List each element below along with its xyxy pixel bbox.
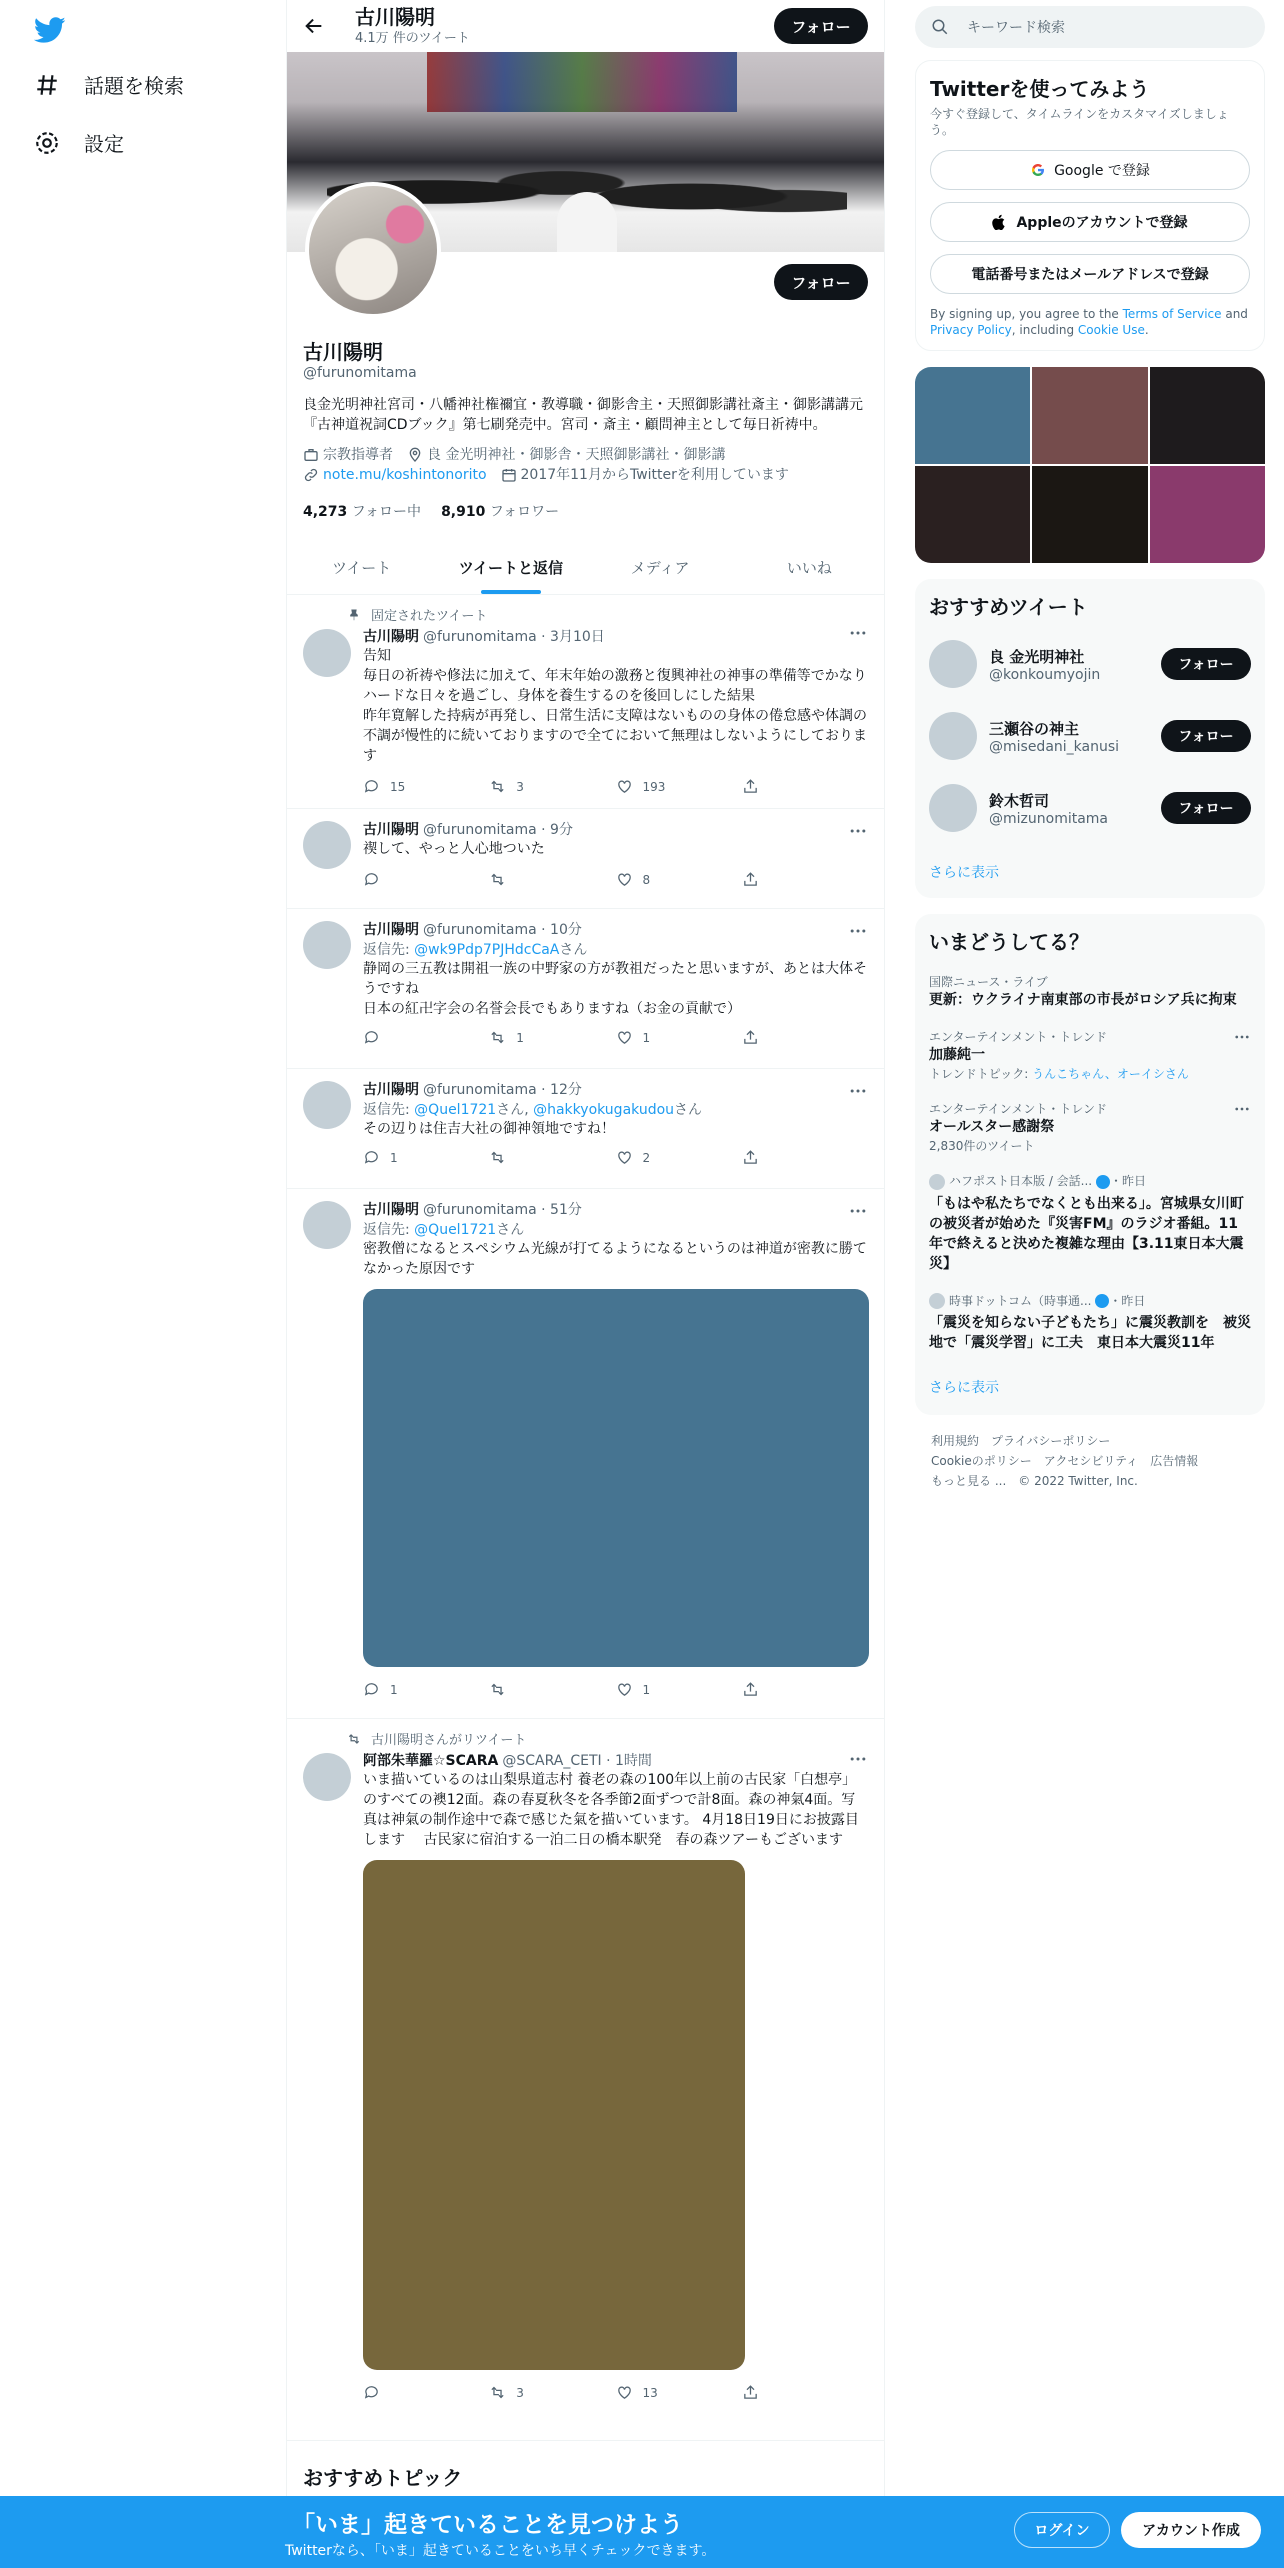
tweet-author[interactable]: 古川陽明 [363,1082,419,1098]
google-icon [1030,162,1046,178]
terms-link[interactable]: Terms of Service [1122,307,1222,321]
news-item[interactable]: ハフポスト日本版 / 会話... ・昨日 「もはや私たちでなくとも出来る」。宮城県女川町の被災者が始めた『災害FM』のラジオ番組。11年で終えると決めた複雑な理由【3.11東日本大震災】 [929,1174,1244,1272]
reply-icon [363,1029,380,1046]
media-grid [915,367,1265,563]
tweet-handle[interactable]: @furunomitama · 12分 [423,1082,582,1098]
tweet-actions [363,778,868,795]
tweet-item[interactable] [287,909,884,1069]
privacy-link[interactable]: Privacy Policy [930,323,1012,337]
tweet-avatar[interactable] [303,629,351,677]
share-icon [742,1149,759,1166]
reply-button[interactable] [363,871,489,888]
reply-button[interactable]: 15 [363,778,489,795]
like-button[interactable]: 1 [616,1681,742,1698]
recommended-user[interactable]: 鈴木哲司 @mizunomitama フォロー [929,784,1251,832]
retweet-icon [347,1732,361,1746]
tweet-author[interactable]: 古川陽明 [363,822,419,838]
follow-button[interactable]: フォロー [1161,648,1251,680]
heart-icon [616,2384,633,2401]
show-more-link[interactable]: さらに表示 [929,1380,999,1396]
tweet-text: いま描いているのは山梨県道志村 養老の森の100年以上前の古民家「白想亭」のすべての襖12面。森の春夏秋冬を各季節2面ずつで計8面。森の神氣4面。写真は神氣の制作途中で森で感じた氣を描いています。 4月18日19日にお披露目します 古民家に宿泊する一泊二日の橋本駅発 春の森ツアーもございます [363,1772,859,1848]
tweet-media[interactable] [363,1860,745,2370]
reply-icon [363,2384,380,2401]
tweet-pinned[interactable] [287,595,884,809]
search-input[interactable]: キーワード検索 [967,20,1065,36]
share-button[interactable] [742,871,868,888]
following-link[interactable]: 4,273 フォロー中 [303,504,422,520]
avatar[interactable] [929,640,977,688]
retweet-button[interactable]: 3 [489,778,615,795]
reply-button[interactable]: 1 [363,1681,489,1698]
tweet-actions [363,1149,868,1166]
reply-to-link[interactable]: @wk9Pdp7PJHdcCaA [414,942,560,958]
like-button[interactable]: 2 [616,1149,742,1166]
tweet-item[interactable] [287,1189,884,1719]
signup-card [915,60,1265,351]
retweet-button[interactable] [489,871,615,888]
trends-card [915,914,1265,1415]
link-icon [303,467,319,483]
recommended-title: おすすめツイート [929,595,1088,619]
tweet-handle[interactable]: @furunomitama · 3月10日 [423,629,605,645]
retweet-button[interactable] [489,1681,615,1698]
media-thumb[interactable] [915,466,1030,563]
share-button[interactable] [742,778,868,795]
retweet-icon [489,2384,506,2401]
heart-icon [616,1681,633,1698]
tweet-item[interactable] [287,809,884,909]
share-icon [742,871,759,888]
profile-header [287,0,884,52]
profile-joined: 2017年11月からTwitterを利用しています [501,465,789,485]
footer-link[interactable]: プライバシーポリシー [991,1434,1111,1448]
retweet-icon [489,778,506,795]
search-box[interactable] [915,6,1265,48]
media-thumb[interactable] [1032,367,1147,464]
reply-icon [363,778,380,795]
media-thumb[interactable] [1150,466,1265,563]
avatar[interactable] [929,784,977,832]
share-button[interactable] [742,1029,868,1046]
retweet-icon [489,1681,506,1698]
google-signup-button[interactable]: Google で登録 [930,150,1250,190]
bottom-signup-bar [0,2496,1284,2568]
trend-item[interactable]: エンターテインメント・トレンド オールスター感謝祭 2,830件のツイート [929,1100,1251,1154]
reply-button[interactable] [363,1029,489,1046]
tweet-handle[interactable]: @SCARA_CETI · 1時間 [502,1753,652,1769]
tweet-actions [363,1029,868,1046]
tweet-text: 密教僧になるとスペシウム光線が打てるようになるというのは神道が密教に勝てなかった原因です [363,1241,867,1277]
profile-follow-button[interactable]: フォロー [774,264,868,300]
trend-item[interactable]: エンターテインメント・トレンド 加藤純一 トレンドトピック: うんこちゃん、オーイシさん [929,1028,1251,1082]
trend-item[interactable]: 国際ニュース・ライブ 更新：ウクライナ南東部の市長がロシア兵に拘束 [929,975,1237,1008]
share-button[interactable] [742,1681,868,1698]
recommended-accounts [915,579,1265,898]
footer-link[interactable]: アクセシビリティ [1043,1454,1139,1468]
like-button[interactable]: 13 [616,2384,742,2401]
reply-to: 返信先: @Quel1721さん, @hakkyokugakudouさん [363,1102,703,1118]
nav-explore[interactable] [34,70,184,99]
retweet-icon [489,1029,506,1046]
tweet-context: 古川陽明さんがリツイート [347,1729,868,1748]
reply-icon [363,871,380,888]
tweet-text: その辺りは住吉大社の御神領地ですね！ [363,1121,615,1137]
footer-link[interactable]: もっと見る ... [931,1474,1007,1488]
footer-link[interactable]: 利用規約 [931,1434,980,1448]
reply-button[interactable]: 1 [363,1149,489,1166]
tweet-avatar[interactable] [303,1081,351,1129]
bottom-bar-subtitle: Twitterなら、「いま」起きていることをいち早くチェックできます。 [285,2543,716,2559]
reply-to-link[interactable]: @Quel1721 [414,1102,497,1118]
header-follow-button[interactable]: フォロー [774,8,868,44]
reply-to: 返信先: @Quel1721さん [363,1222,525,1238]
profile-category: 宗教指導者 [303,445,393,465]
verified-badge-icon [1096,1175,1110,1189]
reply-to: 返信先: @wk9Pdp7PJHdcCaAさん [363,942,588,958]
more-options-icon[interactable] [1233,1028,1251,1046]
retweet-button[interactable]: 1 [489,1029,615,1046]
reply-button[interactable] [363,2384,489,2401]
share-icon [742,778,759,795]
retweet-button[interactable]: 3 [489,2384,615,2401]
more-options-icon[interactable] [848,1081,868,1101]
tweet-avatar[interactable] [303,921,351,969]
share-icon [742,1029,759,1046]
reply-icon [363,1149,380,1166]
heart-icon [616,1029,633,1046]
tweet-text: 告知 毎日の祈祷や修法に加えて、年末年始の激務と復興神社の神事の準備等でかなりハードな日々を過ごし、身体を養生するのを後回しにした結果 昨年寛解した持病が再発し、日常生活に支障はないものの身体の倦怠感や体調の不調が慢性的に続いておりますので全てにおいて無理はしないようにしております [363,648,867,764]
signup-subtitle: 今すぐ登録して、タイムラインをカスタマイズしましょう。 [930,107,1229,137]
trend-topic-link[interactable]: うんこちゃん、オーイシさん [1032,1067,1189,1081]
like-button[interactable]: 8 [616,871,742,888]
twitter-logo-icon[interactable] [34,14,66,46]
news-item[interactable]: 時事ドットコム（時事通... ・昨日 「震災を知らない子どもたち」に震災教訓を 被災地で「震災学習」に工夫 東日本大震災11年 [929,1293,1251,1351]
share-button[interactable] [742,1149,868,1166]
search-icon [931,18,949,36]
briefcase-icon [303,447,319,463]
share-icon [742,2384,759,2401]
media-thumb[interactable] [1150,367,1265,464]
followers-link[interactable]: 8,910 フォロワー [441,504,560,520]
profile-location: 良 金光明神社・御影舎・天照御影講社・御影講 [407,445,725,465]
follow-counts [303,501,868,521]
retweet-icon [489,1149,506,1166]
tweet-actions [363,2384,868,2401]
more-options-icon[interactable] [848,1201,868,1221]
tab-tweets[interactable]: ツイート [331,559,392,577]
show-more-link[interactable]: さらに表示 [929,865,999,881]
tweet-avatar[interactable] [303,821,351,869]
hashtag-icon [34,72,60,98]
recommended-topics-heading: おすすめトピック [303,2466,463,2490]
signup-title: Twitterを使ってみよう [930,77,1150,101]
share-button[interactable] [742,2384,868,2401]
right-sidebar [915,0,1265,1491]
reply-to-link[interactable]: @Quel1721 [414,1222,497,1238]
follow-button[interactable]: フォロー [1161,792,1251,824]
profile-tabs [287,541,884,595]
recommended-user[interactable]: 良 金光明神社 @konkoumyojin フォロー [929,640,1251,688]
more-options-icon[interactable] [1233,1100,1251,1118]
verified-badge-icon [1095,1294,1109,1308]
nav-settings-label: 設定 [84,132,124,156]
tweet-handle[interactable]: @furunomitama · 9分 [423,822,573,838]
heart-icon [616,1149,633,1166]
trends-title: いまどうしてる？ [929,930,1089,954]
tweet-avatar[interactable] [303,1201,351,1249]
nav-explore-label: 話題を検索 [84,74,184,98]
apple-icon [992,214,1008,230]
bottom-bar-title: 「いま」起きていることを見つけよう [292,2512,683,2538]
header-name: 古川陽明 [355,4,435,29]
heart-icon [616,778,633,795]
news-source-avatar [929,1174,945,1190]
calendar-icon [501,467,517,483]
reply-icon [363,1681,380,1698]
profile-bio: 良金光明神社宮司・八幡神社権禰宜・教導職・御影舎主・天照御影講社斎主・御影講講元『古神道祝詞CDブック』第七刷発売中。宮司・斎主・顧問神主として毎日祈祷中。 [303,397,863,433]
tweet-item[interactable] [287,1069,884,1189]
tab-likes[interactable]: いいね [786,559,832,577]
retweet-icon [489,871,506,888]
profile-meta [303,445,868,485]
tweet-retweeted[interactable] [287,1719,884,2441]
heart-icon [616,871,633,888]
tweet-media[interactable] [363,1289,869,1667]
tweet-handle[interactable]: @furunomitama · 51分 [423,1202,582,1218]
more-options-icon[interactable] [848,821,868,841]
tweet-text: 静岡の三五教は開祖一族の中野家の方が教祖だったと思いますが、あとは大体そうですね 日本の紅卍字会の名誉会長でもありますね（お金の貢献で） [363,961,867,1017]
tweet-text: 禊して、やっと人心地ついた [363,841,545,857]
more-options-icon[interactable] [848,623,868,643]
tweet-actions [363,871,868,888]
footer-link[interactable]: Cookieのポリシー [931,1454,1032,1468]
profile-link[interactable]: note.mu/koshintonorito [303,465,487,485]
reply-to-link-2[interactable]: @hakkyokugakudou [533,1102,675,1118]
profile-name: 古川陽明 [303,340,383,364]
main-column [286,0,885,2568]
tweet-author[interactable]: 阿部朱華羅☆SCARA [363,1753,499,1769]
profile-info [287,252,884,521]
recommended-user[interactable]: 三瀬谷の神主 @misedani_kanusi フォロー [929,712,1251,760]
sidebar-footer [915,1431,1265,1491]
profile-handle: @furunomitama [303,365,417,381]
media-thumb[interactable] [915,367,1030,464]
copyright: © 2022 Twitter, Inc. [1018,1474,1138,1488]
location-pin-icon [407,447,423,463]
tweet-author[interactable]: 古川陽明 [363,922,419,938]
retweet-button[interactable] [489,1149,615,1166]
nav-settings[interactable] [34,128,124,157]
like-button[interactable]: 193 [616,778,742,795]
more-options-icon[interactable] [848,1749,868,1769]
like-button[interactable]: 1 [616,1029,742,1046]
tweet-actions [363,1681,868,1698]
tab-media[interactable]: メディア [630,559,690,577]
create-account-button[interactable]: アカウント作成 [1121,2512,1261,2548]
more-options-icon[interactable] [848,921,868,941]
tweet-context: 固定されたツイート [347,605,868,624]
header-tweet-count: 4.1万 件のツイート [355,30,470,46]
media-thumb[interactable] [1032,466,1147,563]
login-button[interactable]: ログイン [1014,2512,1110,2548]
tab-tweets-and-replies[interactable]: ツイートと返信 [436,541,585,594]
tweet-author[interactable]: 古川陽明 [363,1202,419,1218]
avatar[interactable] [929,712,977,760]
tweet-author[interactable]: 古川陽明 [363,629,419,645]
footer-link[interactable]: 広告情報 [1150,1454,1199,1468]
cookie-link[interactable]: Cookie Use [1077,323,1145,337]
follow-button[interactable]: フォロー [1161,720,1251,752]
tweet-handle[interactable]: @furunomitama · 10分 [423,922,582,938]
signup-terms: By signing up, you agree to the Terms of Service and Privacy Policy, including Cookie Use. [930,307,1248,337]
phone-email-signup-button[interactable]: 電話番号またはメールアドレスで登録 [930,254,1250,294]
share-icon [742,1681,759,1698]
back-arrow-icon[interactable] [303,15,325,37]
tweet-avatar[interactable] [303,1753,351,1801]
apple-signup-button[interactable]: Appleのアカウントで登録 [930,202,1250,242]
pin-icon [347,608,361,622]
news-source-avatar [929,1293,945,1309]
gear-icon [34,130,60,156]
